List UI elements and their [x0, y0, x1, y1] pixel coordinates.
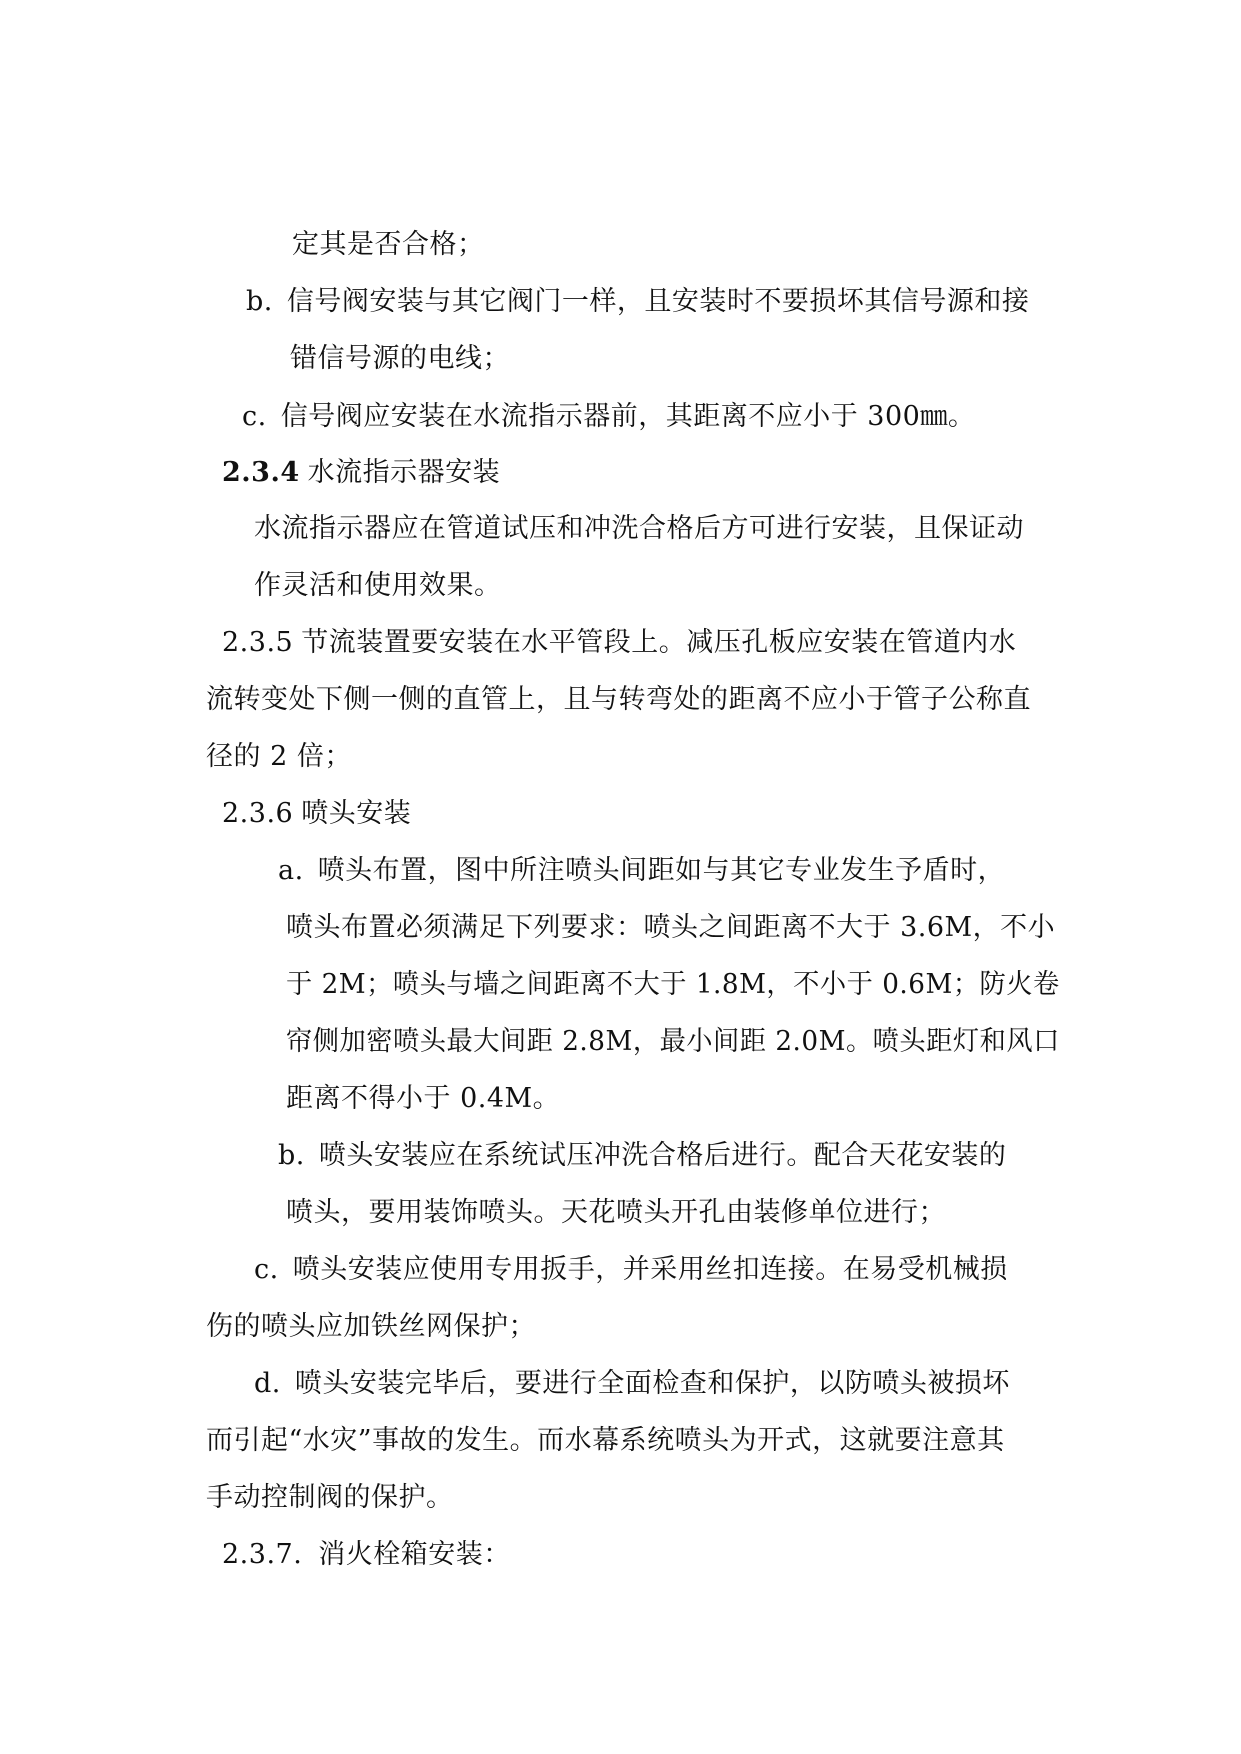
line-text: 帘侧加密喷头最大间距 2.8M，最小间距 2.0M。喷头距灯和风口: [286, 1026, 1060, 1057]
line-text: 喷头布置，图中所注喷头间距如与其它专业发生予盾时，: [317, 855, 1006, 886]
text-line: [286, 1025, 1060, 1059]
line-text: 喷头，要用装饰喷头。天花喷头开孔由装修单位进行；: [286, 1197, 946, 1228]
line-text: 径的 2 倍；: [206, 741, 352, 772]
line-text: 错信号源的电线；: [290, 343, 510, 374]
line-text: 而引起“水灾”事故的发生。而水幕系统喷头为开式，这就要注意其: [206, 1425, 1005, 1456]
line-text: 水流指示器应在管道试压和冲洗合格后方可进行安装，且保证动: [254, 513, 1024, 544]
line-text: 于 2M；喷头与墙之间距离不大于 1.8M，不小于 0.6M；防火卷: [286, 969, 1060, 1000]
list-item-a: [278, 854, 1005, 888]
list-item-d: [254, 1367, 1010, 1401]
item-label: b.: [246, 286, 273, 317]
text-line: [286, 911, 1055, 945]
text-line: [290, 342, 510, 376]
line-text: 伤的喷头应加铁丝网保护；: [206, 1311, 536, 1342]
text-line: [206, 1424, 1005, 1458]
list-item-c: [242, 400, 975, 434]
section-title: 消火栓箱安装：: [318, 1539, 511, 1570]
text-line: [206, 683, 1031, 717]
line-text: 喷头安装应在系统试压冲洗合格后进行。配合天花安装的: [318, 1140, 1007, 1171]
line-text: 喷头安装完毕后，要进行全面检查和保护，以防喷头被损坏: [294, 1368, 1010, 1399]
line-text: 信号阀应安装在水流指示器前，其距离不应小于 300㎜。: [280, 401, 976, 432]
item-label: b.: [278, 1140, 305, 1171]
section-number: 2.3.6: [222, 798, 294, 829]
section-number: 2.3.4: [222, 457, 300, 488]
section-number: 2.3.7.: [222, 1539, 303, 1570]
text-line: [292, 228, 485, 262]
section-heading-2-3-7: [222, 1538, 511, 1572]
text-line: [286, 1196, 946, 1230]
section-title: 水流指示器安装: [307, 457, 501, 488]
line-text: 流转变处下侧一侧的直管上，且与转弯处的距离不应小于管子公称直: [206, 684, 1031, 715]
text-line: [206, 1481, 454, 1515]
item-label: c.: [242, 401, 267, 432]
list-item-b: [278, 1139, 1006, 1173]
section-heading-2-3-6: [222, 797, 411, 831]
section-title: 喷头安装: [301, 798, 412, 829]
text-line: [286, 1082, 560, 1116]
text-line: [254, 569, 502, 603]
item-label: d.: [254, 1368, 281, 1399]
list-item-b: [246, 285, 1029, 319]
line-text: 喷头安装应使用专用扳手，并采用丝扣连接。在易受机械损: [292, 1254, 1008, 1285]
list-item-c: [254, 1253, 1008, 1287]
line-text: 距离不得小于 0.4M。: [286, 1083, 561, 1114]
text-line: [206, 1310, 536, 1344]
section-heading-2-3-4: [222, 456, 500, 490]
line-text: 节流装置要安装在水平管段上。减压孔板应安装在管道内水: [301, 627, 1017, 658]
text-line: [206, 740, 352, 774]
item-label: a.: [278, 855, 304, 886]
line-text: 信号阀安装与其它阀门一样，且安装时不要损坏其信号源和接: [286, 286, 1030, 317]
line-text: 定其是否合格；: [292, 229, 485, 260]
item-label: c.: [254, 1254, 279, 1285]
line-text: 作灵活和使用效果。: [254, 570, 502, 601]
section-heading-2-3-5: [222, 626, 1016, 660]
line-text: 手动控制阀的保护。: [206, 1482, 454, 1513]
text-line: [286, 968, 1060, 1002]
line-text: 喷头布置必须满足下列要求：喷头之间距离不大于 3.6M，不小: [286, 912, 1056, 943]
section-number: 2.3.5: [222, 627, 294, 658]
text-line: [254, 512, 1024, 546]
